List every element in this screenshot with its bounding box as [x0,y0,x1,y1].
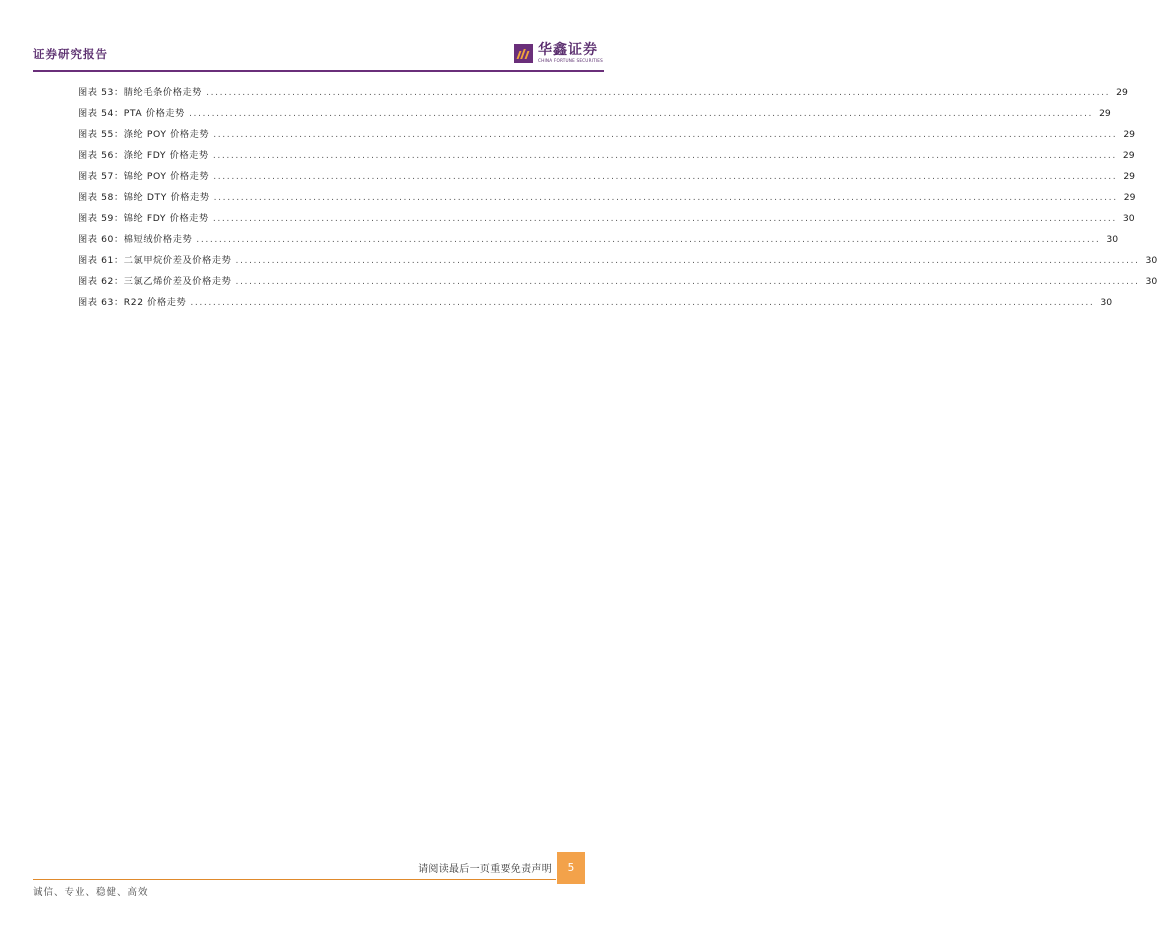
toc-item-label: 图表 62：三氯乙烯价差及价格走势 [78,276,232,287]
toc-leader-dots: ........................................................................................................................................................................................................ [196,234,1101,245]
toc-item-label: 图表 60：棉短绒价格走势 [78,234,193,245]
report-category-title: 证券研究报告 [33,47,108,61]
toc-item-page: 29 [1123,129,1136,140]
toc-leader-dots: ........................................................................................................................................................................................................ [235,276,1140,287]
toc-item-label: 图表 54：PTA 价格走势 [78,108,185,119]
toc-item-label: 图表 53：腈纶毛条价格走势 [78,87,203,98]
company-logo [514,41,603,65]
toc-item-label: 图表 59：锦纶 FDY 价格走势 [78,213,209,224]
toc-item-label: 图表 58：锦纶 DTY 价格走势 [78,192,210,203]
toc-item-page: 30 [1145,255,1157,266]
toc-leader-dots: ........................................................................................................................................................................................................ [190,297,1095,308]
toc-row[interactable] [78,124,1136,145]
toc-leader-dots: ........................................................................................................................................................................................................ [213,129,1118,140]
toc-row[interactable] [78,187,1136,208]
toc-leader-dots: ........................................................................................................................................................................................................ [212,213,1117,224]
toc-row[interactable] [78,292,1113,313]
toc-item-page: 30 [1122,213,1135,224]
toc-row[interactable] [78,82,1128,103]
toc-item-label: 图表 55：涤纶 POY 价格走势 [78,129,210,140]
toc-leader-dots: ........................................................................................................................................................................................................ [188,108,1094,119]
toc-leader-dots: ........................................................................................................................................................................................................ [213,171,1118,182]
page-number-badge: 5 [557,852,585,884]
toc-row[interactable] [78,103,1111,124]
toc-row[interactable] [78,271,1157,292]
toc-item-page: 29 [1099,108,1111,119]
logo-chinese-name: 华鑫证券 [538,41,598,58]
toc-item-label: 图表 63：R22 价格走势 [78,297,187,308]
toc-leader-dots: ........................................................................................................................................................................................................ [212,150,1117,161]
toc-row[interactable] [78,208,1135,229]
toc-item-page: 30 [1145,276,1157,287]
toc-item-page: 30 [1106,234,1119,245]
toc-item-page: 30 [1100,297,1113,308]
toc-row[interactable] [78,145,1135,166]
toc-item-page: 29 [1123,171,1136,182]
toc-item-label: 图表 61：二氯甲烷价差及价格走势 [78,255,232,266]
toc-row[interactable] [78,166,1136,187]
toc-item-page: 29 [1123,192,1136,203]
logo-mark-icon [514,44,533,63]
logo-english-name: CHINA FORTUNE SECURITIES [538,57,604,63]
company-slogan: 诚信、专业、稳健、高效 [33,887,149,898]
footer-divider [33,879,556,880]
toc-item-page: 29 [1116,87,1128,98]
toc-leader-dots: ........................................................................................................................................................................................................ [213,192,1118,203]
toc-item-label: 图表 56：涤纶 FDY 价格走势 [78,150,209,161]
figure-index-list [78,82,1157,313]
header-divider [33,70,604,72]
disclaimer-link[interactable]: 请阅读最后一页重要免责声明 [418,864,552,875]
toc-item-page: 29 [1122,150,1135,161]
toc-row[interactable] [78,229,1119,250]
toc-leader-dots: ........................................................................................................................................................................................................ [206,87,1111,98]
toc-row[interactable] [78,250,1157,271]
footer-bar [33,854,556,880]
toc-item-label: 图表 57：锦纶 POY 价格走势 [78,171,210,182]
toc-leader-dots: ........................................................................................................................................................................................................ [235,255,1140,266]
